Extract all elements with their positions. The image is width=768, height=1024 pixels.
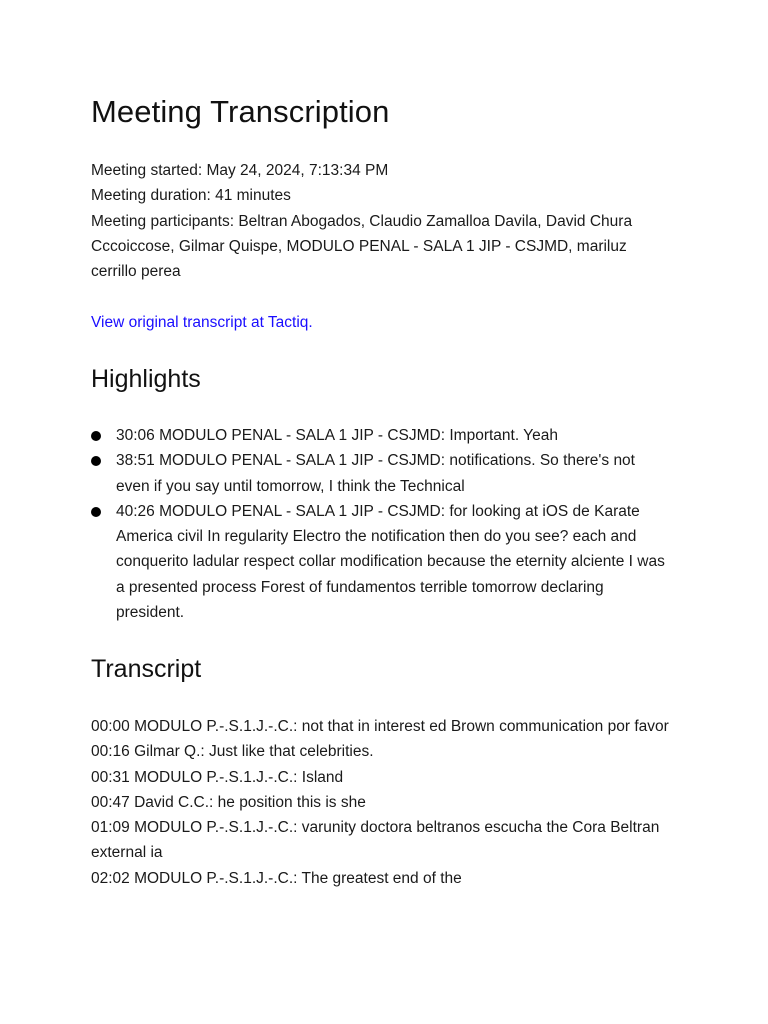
meeting-started: Meeting started: May 24, 2024, 7:13:34 PM <box>91 162 389 179</box>
highlight-item <box>91 499 671 625</box>
meeting-metadata <box>91 158 671 284</box>
bullet-icon <box>91 507 101 517</box>
transcript-heading: Transcript <box>91 655 202 683</box>
transcript-line: 00:47 David C.C.: he position this is she <box>91 793 366 811</box>
meeting-duration: Meeting duration: 41 minutes <box>91 187 291 205</box>
transcript-line: 00:16 Gilmar Q.: Just like that celebrities. <box>91 743 374 761</box>
highlight-text: 40:26 MODULO PENAL - SALA 1 JIP - CSJMD: for looking at iOS de Karate America civil In regularity Electro the notification then do you see? each and conquerito ladular respect collar modification because the eternity alciente I was a presented process Forest of fundamentos terrible tomorrow declaring president. <box>116 502 665 622</box>
transcript-line: 00:31 MODULO P.-.S.1.J.-.C.: Island <box>91 768 344 786</box>
meeting-participants: Meeting participants: Beltran Abogados, Claudio Zamalloa Davila, David Chura Cccoiccose, Gilmar Quispe, MODULO PENAL - SALA 1 JIP - CSJMD, mariluz cerrillo perea <box>91 212 633 281</box>
transcript-line: 01:09 MODULO P.-.S.1.J.-.C.: varunity doctora beltranos escucha the Cora Beltran external ia <box>91 819 660 862</box>
highlights-list <box>91 423 671 625</box>
highlight-item <box>91 423 671 448</box>
transcript-line: 02:02 MODULO P.-.S.1.J.-.C.: The greatest end of the <box>91 869 462 887</box>
transcript-line: 00:00 MODULO P.-.S.1.J.-.C.: not that in interest ed Brown communication por favor <box>91 718 669 735</box>
bullet-icon <box>91 456 101 466</box>
highlight-text: 38:51 MODULO PENAL - SALA 1 JIP - CSJMD: notifications. So there's not even if you say until tomorrow, I think the Technical <box>116 452 635 495</box>
highlight-text: 30:06 MODULO PENAL - SALA 1 JIP - CSJMD: Important. Yeah <box>116 427 558 444</box>
bullet-icon <box>91 431 101 441</box>
transcript-lines <box>91 714 681 891</box>
highlights-heading: Highlights <box>91 365 201 393</box>
page-title: Meeting Transcription <box>91 94 390 129</box>
highlight-item <box>91 448 671 499</box>
view-original-transcript-link[interactable]: View original transcript at Tactiq. <box>91 314 313 331</box>
